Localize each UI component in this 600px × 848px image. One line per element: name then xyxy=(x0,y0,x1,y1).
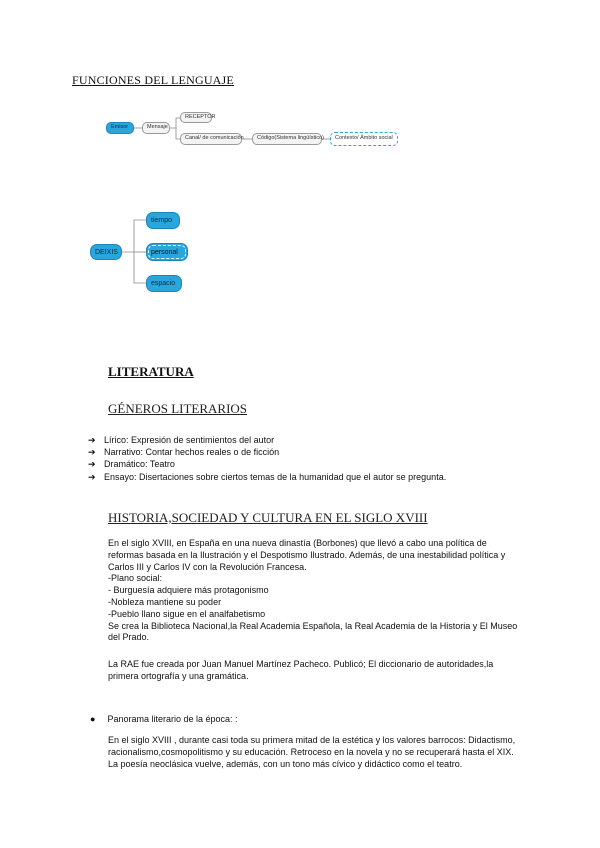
node-receptor: RECEPTOR xyxy=(180,112,212,123)
arrow-icon: ➔ xyxy=(88,435,96,445)
panorama-label: Panorama literario de la época: : xyxy=(107,714,238,724)
node-canal: Canal/ de comunicación xyxy=(180,133,242,145)
heading-generos: GÉNEROS LITERARIOS xyxy=(108,401,248,416)
connector-deixis-espacio xyxy=(134,252,146,283)
list-item: ➔ Dramático: Teatro xyxy=(88,459,175,470)
arrow-icon: ➔ xyxy=(88,447,96,458)
section-literatura: LITERATURA xyxy=(108,364,194,379)
node-emisor: Emisor xyxy=(106,122,134,134)
connector-deixis-tiempo xyxy=(122,220,146,252)
list-item: ➔ Narrativo: Contar hechos reales o de ficción xyxy=(88,447,280,458)
list-item: ➔ Ensayo: Disertaciones sobre ciertos temas de la humanidad que el autor se pregunta. xyxy=(88,471,447,482)
heading-historia: HISTORIA,SOCIEDAD Y CULTURA EN EL SIGLO XVIII xyxy=(108,510,428,525)
node-espacio: espacio xyxy=(146,275,182,292)
node-personal: personal xyxy=(146,243,188,261)
connector-mensaje-receptor xyxy=(170,118,180,128)
panorama-bullet xyxy=(90,714,238,724)
node-codigo: Código(Sistema lingüístico) xyxy=(252,133,322,145)
node-tiempo: tiempo xyxy=(146,212,180,229)
historia-paragraph: En el siglo XVIII, en España en una nueva dinastía (Borbones) que llevó a cabo una política de reformas basada en la Ilustración y el Despotismo Ilustrado. Además, de una inestabilidad política y Carlos III y Carlos IV con la Revolución Francesa. -Plano social: - Burguesía adquiere más protagonismo -Nobleza mantiene su poder -Pueblo llano sigue en el analfabetismo Se crea la Biblioteca Nacional,la Real Academia Española, la Real Academia de la Historia y El Museo del Prado. xyxy=(108,538,518,643)
node-contexto: Contexto/ Ámbito social xyxy=(330,132,398,146)
rae-paragraph: La RAE fue creada por Juan Manuel Martínez Pacheco. Publicó; El diccionario de autoridades,la primera ortografía y una gramática. xyxy=(108,659,494,681)
node-deixis: DEIXIS xyxy=(90,244,122,260)
arrow-icon: ➔ xyxy=(88,471,96,482)
panorama-paragraph: En el siglo XVIII , durante casi toda su primera mitad de la estética y los valores barrocos: Didactismo, racionalismo,cosmopolitismo y su educación. Retroceso en la novela y no se recuperará hasta el XIX. La poesía neoclásica vuelve, además, con un tono más cívico y didáctico como el teatro. xyxy=(108,735,516,769)
bullet-icon: ● xyxy=(90,714,96,724)
page-title: FUNCIONES DEL LENGUAJE xyxy=(72,73,234,87)
arrow-icon: ➔ xyxy=(88,459,96,470)
node-mensaje: Mensaje xyxy=(142,122,170,134)
list-item: ➔ Lírico: Expresión de sentimientos del autor xyxy=(88,435,275,445)
generos-list xyxy=(88,434,446,483)
